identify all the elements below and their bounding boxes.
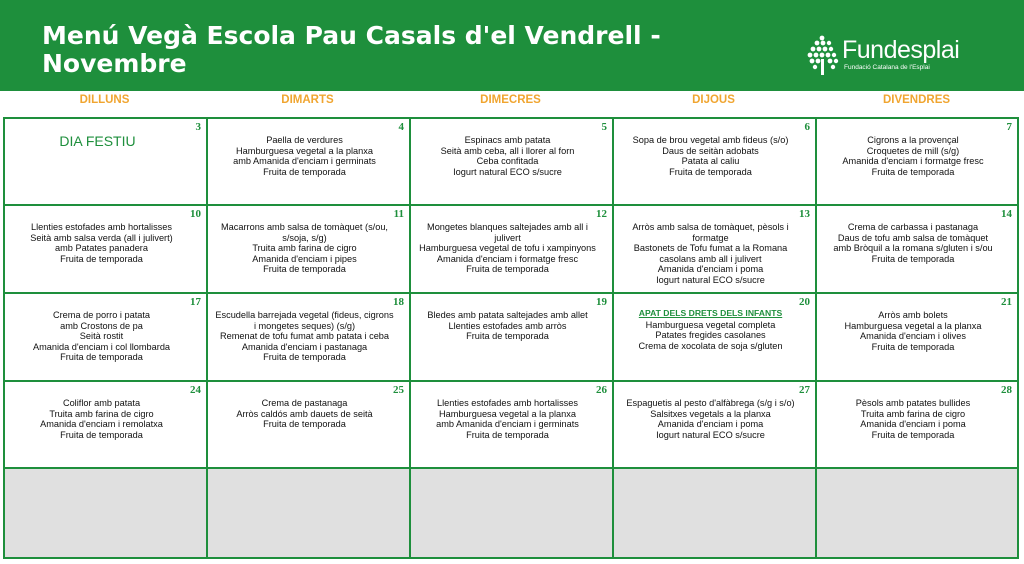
menu-item-line: Hamburguesa vegetal completa [645,319,776,330]
menu-item-line: Hamburguesa vegetal a la planxa [844,320,982,331]
menu-item-line: Iogurt natural ECO s/sucre [656,274,765,285]
menu-item-line: Arròs amb bolets [878,310,948,320]
day-cell [817,119,1017,206]
menu-items [413,135,602,177]
holiday-label: DIA FESTIU [59,133,136,149]
menu-item-line: Fruita de temporada [466,331,549,342]
day-number: 25 [393,384,404,396]
menu-item-line: Fruita de temporada [263,166,346,177]
menu-item-line: s/soja, s/g) [282,232,327,243]
menu-items [413,398,602,440]
menu-item-line: casolans amb all i julivert [659,253,762,264]
logo-subtitle: Fundació Catalana de l'Esplai [844,64,930,71]
menu-item-line: amb Amanida d'enciam i germinats [436,419,579,430]
day-cell [614,119,817,206]
day-number: 7 [1006,121,1012,133]
menu-item-line: Mongetes blanques saltejades amb all i [427,222,588,232]
menu-item-line: Fruita de temporada [669,166,752,177]
day-cell [5,206,208,294]
header-banner [0,0,1024,91]
day-cell [411,206,614,294]
day-cell [208,294,411,382]
menu-item-line: Pèsols amb patates bullides [855,398,971,408]
special-event-link[interactable]: APAT DELS DRETS DELS INFANTS [638,308,783,318]
menu-items [616,310,805,351]
menu-item-line: amb Bròquil a la romana s/gluten i s/ou [833,243,993,254]
day-number: 26 [596,384,607,396]
menu-item-line: Fruita de temporada [871,429,955,440]
menu-item-line: Fruita de temporada [60,429,143,440]
page-title [42,22,742,78]
menu-item-line: Seità rostit [79,331,124,342]
menu-item-line: amb Amanida d'enciam i germinats [233,156,376,167]
day-cell [614,382,817,469]
menu-item-line: Fruita de temporada [466,264,549,275]
day-number: 17 [190,296,201,308]
empty-day-cell-thursday [614,469,817,557]
fundesplai-logo [806,34,1016,76]
menu-items [413,310,602,342]
day-number: 27 [799,384,810,396]
menu-item-line: Remenat de tofu fumat amb patata i ceba [219,331,390,342]
menu-items [210,398,399,430]
menu-item-line: Fruita de temporada [263,352,346,363]
menu-item-line: Llenties estofades amb arròs [448,320,567,331]
menu-item-line: Llenties estofades amb hortalisses [31,222,172,232]
day-number: 19 [596,296,607,308]
menu-item-line: Bastonets de Tofu fumat a la Romana [633,243,788,254]
menu-item-line: Fruita de temporada [60,253,143,264]
menu-item-line: Iogurt natural ECO s/sucre [656,429,765,440]
day-cell [817,382,1017,469]
menu-item-line: Fruita de temporada [871,253,955,264]
menu-item-line: Amanida d'enciam i pipes [252,253,357,264]
menu-item-line: Amanida d'enciam i poma [657,264,764,275]
title-line-1: Menú Vegà Escola Pau Casals d'el Vendrell - [42,21,661,50]
menu-items [210,310,399,363]
menu-item-line: Cigrons a la provençal [867,135,959,145]
day-number: 3 [195,121,201,133]
menu-items [616,222,805,286]
menu-item-line: Fruita de temporada [466,429,549,440]
empty-day-cell-tuesday [208,469,411,557]
menu-item-line: Seità amb ceba, all i llorer al forn [440,145,575,156]
weekday-friday: DIVENDRES [882,94,951,106]
menu-item-line: Fruita de temporada [60,352,143,363]
day-cell [5,382,208,469]
menu-items [413,222,602,275]
menu-calendar-grid [3,117,1019,559]
menu-item-line: Escudella barrejada vegetal (fideus, cigrons [215,310,394,320]
menu-items [7,398,196,440]
weekday-header-row [3,94,1019,114]
menu-item-line: Ceba confitada [476,156,539,167]
day-number: 11 [393,208,404,220]
menu-item-line: amb Crostons de pa [60,320,143,331]
menu-item-line: Paella de verdures [266,135,343,145]
menu-item-line: Iogurt natural ECO s/sucre [453,166,562,177]
menu-item-line: Amanida d'enciam i remolatxa [40,419,163,430]
day-cell [208,206,411,294]
menu-item-line: Truita amb farina de cigro [860,408,966,419]
menu-item-line: julivert [494,232,521,243]
day-cell [411,119,614,206]
menu-item-line: Seità amb salsa verda (all i julivert) [30,232,173,243]
menu-item-line: Amanida d'enciam i formatge fresc [436,253,579,264]
logo-name: Fundesplai [842,36,960,64]
day-number: 13 [799,208,810,220]
day-cell [411,382,614,469]
menu-item-line: Fruita de temporada [871,166,955,177]
empty-day-cell-friday [817,469,1017,557]
day-number: 18 [393,296,404,308]
menu-item-line: Fruita de temporada [263,264,346,275]
menu-items [7,222,196,264]
menu-item-line: Amanida d'enciam i poma [657,419,764,430]
menu-item-line: Patates fregides casolanes [655,330,766,341]
menu-item-line: Amanida d'enciam i formatge fresc [842,156,984,167]
day-number: 14 [1001,208,1012,220]
menu-item-line: Espinacs amb patata [464,135,551,145]
menu-item-line: Hamburguesa vegetal a la planxa [439,408,576,419]
menu-item-line: Arròs amb salsa de tomàquet, pèsols i [632,222,789,232]
title-line-2: Novembre [42,49,187,78]
day-cell [817,294,1017,382]
menu-items [210,222,399,275]
day-number: 28 [1001,384,1012,396]
weekday-monday: DILLUNS [79,94,130,106]
day-number: 4 [398,121,404,133]
menu-item-line: Crema de xocolata de soja s/gluten [638,340,783,351]
day-number: 20 [799,296,810,308]
day-number: 12 [596,208,607,220]
menu-item-line: Macarrons amb salsa de tomàquet (s/ou, [221,222,388,232]
menu-item-line: Fruita de temporada [263,419,346,430]
menu-item-line: Hamburguesa vegetal a la planxa [236,145,373,156]
weekday-wednesday: DIMECRES [480,94,541,106]
menu-item-line: Crema de porro i patata [52,310,151,320]
menu-item-line: Salsitxes vegetals a la planxa [650,408,771,419]
day-number: 10 [190,208,201,220]
menu-item-line: Amanida d'enciam i poma [860,419,966,430]
day-cell [614,294,817,382]
menu-item-line: Sopa de brou vegetal amb fideus (s/o) [632,135,789,145]
menu-item-line: Coliflor amb patata [62,398,141,408]
empty-day-cell-wednesday [411,469,614,557]
menu-item-line: Croquetes de mill (s/g) [866,145,960,156]
menu-item-line: Daus de seitàn adobats [662,145,759,156]
weekday-tuesday: DIMARTS [281,94,334,106]
menu-item-line: Amanida d'enciam i col llombarda [32,341,171,352]
menu-items [819,398,1007,440]
menu-item-line: Patata al caliu [681,156,740,167]
day-cell [5,294,208,382]
menu-item-line: Amanida d'enciam i pastanaga [241,341,368,352]
menu-items [616,398,805,440]
day-cell [411,294,614,382]
menu-item-line: Truita amb farina de cigro [252,243,357,254]
day-number: 6 [804,121,810,133]
menu-item-line: Fruita de temporada [871,341,955,352]
menu-items [616,135,805,177]
menu-item-line: Truita amb farina de cigro [49,408,154,419]
day-cell [208,119,411,206]
menu-items [819,135,1007,177]
menu-item-line: formatge [692,232,729,243]
menu-item-line: Daus de tofu amb salsa de tomàquet [837,232,989,243]
menu-items [819,310,1007,352]
menu-item-line: Crema de carbassa i pastanaga [847,222,979,232]
menu-item-line: Hamburguesa vegetal de tofu i xampinyons [419,243,596,254]
menu-item-line: Llenties estofades amb hortalisses [437,398,578,408]
day-number: 24 [190,384,201,396]
logo-tree-icon [806,34,842,76]
day-cell [614,206,817,294]
day-number: 21 [1001,296,1012,308]
day-cell [208,382,411,469]
day-number: 5 [601,121,607,133]
menu-item-line: Arròs caldós amb dauets de seità [236,408,373,419]
menu-item-line: amb Patates panadera [55,243,148,254]
menu-items [210,135,399,177]
day-cell [5,119,208,206]
menu-items [7,310,196,363]
menu-item-line: Amanida d'enciam i olives [860,331,966,342]
menu-items [819,222,1007,264]
menu-item-line: i mongetes seques) (s/g) [253,320,356,331]
menu-item-line: Bledes amb patata saltejades amb allet [427,310,588,320]
menu-item-line: Crema de pastanaga [261,398,348,408]
weekday-thursday: DIJOUS [692,94,735,106]
day-cell [817,206,1017,294]
empty-day-cell-monday [5,469,208,557]
menu-item-line: Espaguetis al pesto d'alfàbrega (s/g i s/o) [626,398,795,408]
